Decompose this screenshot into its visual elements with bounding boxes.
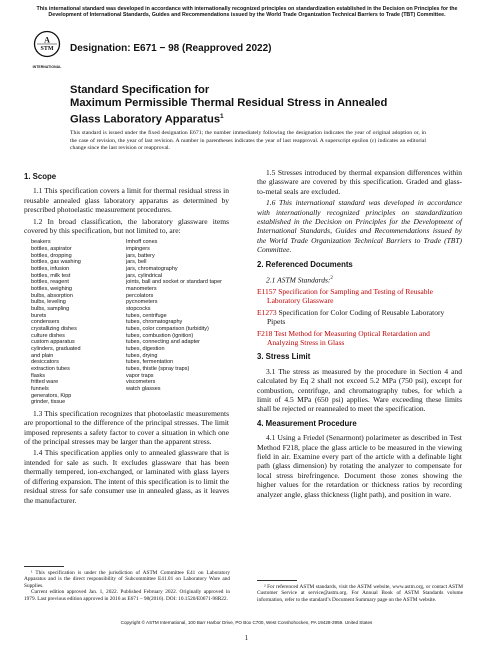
reference-title[interactable]: Specification for Sampling and Testing of Reusable Laboratory Glassware — [267, 286, 433, 306]
logo-text: INTERNATIONAL — [32, 65, 62, 69]
glassware-item-right: tubes, color comparison (turbidity) — [126, 325, 209, 332]
issued-statement: This standard is issued under the fixed designation E671; the number immediately following the designation indicates the year of original adoption or, in the case of revision, the year of last revision. A number in parentheses indicates the year of last reapproval. A superscript epsilon (ε) indicates an editorial change since the last revision or reapproval. — [70, 130, 426, 152]
para-1-5: 1.5 Stresses introduced by thermal expansion differences within the glassware are covered by this specification. Graded and glass-to-metal seals are excluded. — [257, 168, 462, 196]
glassware-item-right: vapor traps — [126, 372, 154, 379]
glassware-item-left: fritted ware — [31, 379, 59, 386]
glassware-item-right: manometers — [126, 286, 157, 293]
title-footnote-mark: 1 — [220, 113, 224, 120]
glassware-item-left: bulbs, absorption — [31, 292, 73, 299]
reference-doc-number[interactable]: E1273 — [257, 307, 277, 317]
glassware-item-left: grinder, tissue — [31, 399, 66, 406]
glassware-item-right: tubes, drying — [126, 352, 158, 359]
title-line-1: Standard Specification for — [70, 84, 210, 96]
document-title — [70, 84, 430, 127]
glassware-item-right: tubes, digestion — [126, 345, 165, 352]
footnote-2: ² For referenced ASTM standards, visit the ASTM website, www.astm.org, or contact ASTM Customer Service at service@astm.org. For Annual Book of ASTM Standards volume information, refer to the standard’s Document Summary page on the ASTM website. — [257, 584, 463, 603]
glassware-item-right: jars, cylindrical — [126, 272, 163, 279]
footnote-1: ¹ This specification is under the jurisdiction of ASTM Committee E41 on Laboratory Apparatus and is the direct responsibility of Subcommittee E41.01 on Laboratory Ware and Supplies. Current edition approved Jan. 1, 2022. Published February 2022. Originally approved in 1979. Last previous edition approved in 2016 as E671 – 98(2016). DOI: 10.1520/E0671-98R22. — [24, 570, 230, 602]
section-4-heading: 4. Measurement Procedure — [257, 418, 357, 428]
reference-list — [257, 287, 462, 347]
glassware-item-left: bottles, gas washing — [31, 259, 81, 266]
glassware-item-left: culture dishes — [31, 332, 65, 339]
astm-logo — [32, 30, 62, 70]
title-line-2: Maximum Permissible Thermal Residual Stress in Annealed — [70, 97, 388, 109]
title-line-3: Glass Laboratory Apparatus — [70, 113, 221, 126]
glassware-item-left: beakers — [31, 239, 51, 246]
section-1-heading: 1. Scope — [24, 172, 57, 181]
glassware-item-left: cylinders, graduated — [31, 345, 81, 352]
glassware-item-right: tubes, chromatography — [126, 319, 183, 326]
glassware-item-right: impingers — [126, 246, 150, 253]
glassware-item-right: viscometers — [126, 379, 156, 386]
glassware-item-left: bottles, infusion — [31, 266, 70, 273]
glassware-item-right: tubes, centrifuge — [126, 312, 167, 319]
glassware-item-right: tubes, thistle (spray traps) — [126, 365, 190, 372]
glassware-item-right: watch glasses — [126, 385, 161, 392]
glassware-item-right: jars, chromatography — [126, 266, 178, 273]
glassware-item-right: pycnometers — [126, 299, 158, 306]
glassware-item-right — [126, 399, 236, 406]
wto-notice: This international standard was developed in accordance with internationally recognized principles on standardization established in the Decision on Principles for the Development of International Standards, Guides and Recommendations issued by the World Trade Organization Technical Barriers to Trade (TBT) Committee. — [36, 6, 458, 19]
glassware-item-left: and plain — [31, 352, 54, 359]
glassware-item-left: bottles, reagent — [31, 279, 69, 286]
svg-text:STM: STM — [40, 46, 54, 52]
section-3-heading: 3. Stress Limit — [257, 352, 311, 362]
para-3-1: 3.1 The stress as measured by the procedure in Section 4 and calculated by Eq 2 shall not exceed 5.2 MPa (750 psi), except for combustion, centrifuge, and chromatography tubes, for which a limit of 4.5 MPa (650 psi) applies. Ware exceeding these limits shall be rejected or reannealed to meet the specification. — [257, 366, 462, 414]
reference-doc-number[interactable]: F218 — [257, 328, 273, 338]
glassware-item-right: joints, ball and socket or standard taper — [126, 279, 223, 286]
glassware-item-left: funnels — [31, 385, 49, 392]
para-1-6: 1.6 This international standard was developed in accordance with internationally recognized principles on standardization established in the Decision on Principles for the Development of International Standards, Guides and Recommendations issued by the World Trade Organization Technical Barriers to Trade (TBT) Committee. — [257, 198, 462, 255]
left-column — [24, 170, 229, 505]
glassware-list — [31, 239, 229, 405]
glassware-item-left: bottles, milk test — [31, 272, 71, 279]
glassware-item-right: tubes, connecting and adapter — [126, 339, 201, 346]
footnote-rule-left — [24, 566, 64, 567]
reference-item[interactable] — [257, 308, 462, 327]
glassware-item-left: condensers — [31, 319, 60, 326]
glassware-item-left: bottles, aspirator — [31, 246, 72, 253]
glassware-item-left: bulbs, leveling — [31, 299, 66, 306]
svg-text:A: A — [44, 35, 50, 45]
glassware-item-left: generators, Kipp — [31, 392, 72, 399]
glassware-item-left: extraction tubes — [31, 365, 70, 372]
right-column — [257, 168, 462, 501]
glassware-item-left: desiccators — [31, 359, 59, 366]
reference-item[interactable] — [257, 329, 462, 348]
page-number: 1 — [244, 634, 249, 642]
glassware-item-right — [126, 393, 236, 400]
glassware-item-right: tubes, combustion (ignition) — [126, 332, 194, 339]
glassware-item-left: crystallizing dishes — [31, 325, 77, 332]
para-1-4: 1.4 This specification applies only to annealed glassware that is intended for sale as such. It excludes glassware that has been thermally tempered, ion-exchanged, or laminated with glass layers of differing expansion. The intent of this specification is to limit the residual stress for safe consumer use in annealed glass, as it leaves the manufacturer. — [24, 448, 229, 505]
para-1-3: 1.3 This specification recognizes that photoelastic measurements are proportional to the difference of the principal stresses. The limit imposed represents a safety factor to cover a situation in which one of the principal stresses may be larger than the apparent stress. — [24, 408, 229, 447]
glassware-item-right: percolators — [126, 292, 154, 299]
glassware-item-left: burets — [31, 312, 47, 319]
reference-item[interactable] — [257, 287, 462, 306]
para-4-1: 4.1 Using a Friedel (Senarmont) polarimeter as described in Test Method F218, place the glass article to be measured in the viewing field in air. Examine every part of the article with a definable light path (glass dimension) by rotating the analyzer to compensate for local stress birefringence. Document those zones showing the higher values for the retardation or thickness ratios by recording analyzer angle, glass thickness (light path), and position in ware. — [257, 433, 462, 499]
glassware-item-left: custom apparatus — [31, 339, 75, 346]
glassware-item-left: flasks — [31, 372, 46, 379]
glassware-item-right: stopcocks — [126, 306, 151, 312]
designation: Designation: E671 − 98 (Reapproved 2022) — [70, 43, 272, 54]
glassware-item-left: bulbs, sampling — [31, 306, 70, 312]
para-1-2: 1.2 In broad classification, the laboratory glassware items covered by this specification, but not limited to, are: — [24, 216, 229, 236]
glassware-item-right: Imhoff cones — [126, 239, 158, 246]
glassware-item-left: bottles, weighing — [31, 286, 72, 293]
section-2-heading: 2. Referenced Documents — [257, 259, 353, 269]
reference-doc-number[interactable]: E1157 — [257, 286, 277, 296]
footnote-rule-right — [257, 580, 297, 581]
glassware-item-right: tubes, fermentation — [126, 359, 174, 366]
astm-standards-sub: 2.1 ASTM Standards:$^2$ — [266, 275, 333, 285]
glassware-item-right: jars, bell — [126, 259, 147, 266]
para-1-1: 1.1 This specification covers a limit for thermal residual stress in reusable annealed glass laboratory apparatus as determined by prescribed photoelastic measurement procedures. — [24, 186, 229, 215]
glassware-item-right: jars, battery — [126, 252, 155, 259]
reference-title[interactable]: Test Method for Measuring Optical Retardation and Analyzing Stress in Glass — [267, 328, 430, 347]
reference-title[interactable]: Specification for Color Coding of Reusable Laboratory Pipets — [267, 307, 445, 327]
glassware-item-left: bottles, dropping — [31, 252, 72, 259]
copyright-line: Copyright © ASTM International, 100 Barr Harbor Drive, PO Box C700, West Conshohocken, PA 19428-2959. United States — [120, 620, 373, 625]
